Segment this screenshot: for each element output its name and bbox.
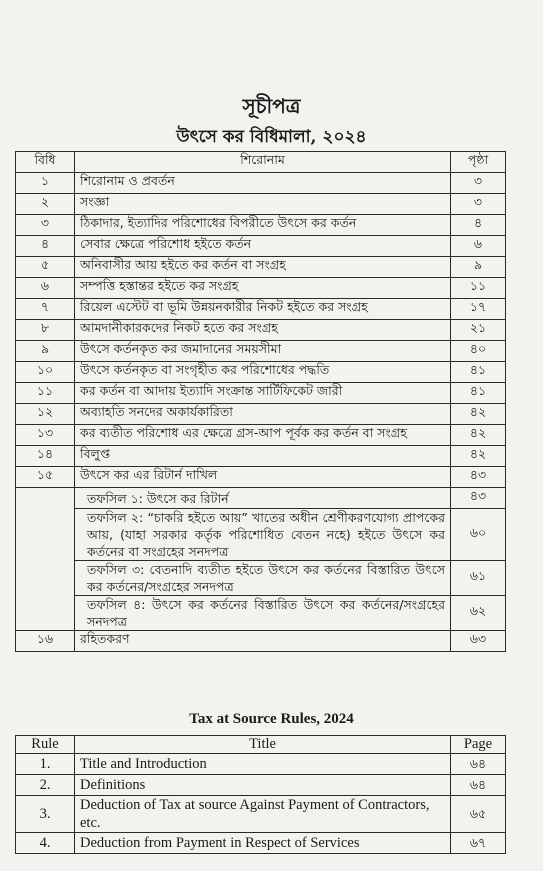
rule-title: সংজ্ঞা — [75, 194, 451, 215]
page-number: ৬৫ — [451, 796, 506, 833]
rule-number: 3. — [16, 796, 75, 833]
rule-number: ৫ — [16, 257, 75, 278]
page-number: ৬১ — [451, 561, 506, 596]
rule-number: ১ — [16, 173, 75, 194]
table-row — [16, 362, 506, 383]
page-number: ৪০ — [451, 341, 506, 362]
header-title: Title — [75, 736, 451, 754]
table-row — [16, 467, 506, 488]
rule-title: অব্যাহতি সনদের অকার্যকারিতা — [75, 404, 451, 425]
rule-title: কর ব্যতীত পরিশোধ এর ক্ষেত্রে গ্রস-আপ পূর্বক কর কর্তন বা সংগ্রহ — [75, 425, 451, 446]
rule-title: ঠিকাদার, ইত্যাদির পরিশোধের বিপরীতে উৎসে কর কর্তন — [75, 215, 451, 236]
schedule-row — [16, 561, 506, 596]
table-row — [16, 257, 506, 278]
page-number: ৬৩ — [451, 631, 506, 652]
page-number: ১১ — [451, 278, 506, 299]
page-number: ৪৩ — [451, 488, 506, 509]
table-row — [16, 446, 506, 467]
page-number: ৬৪ — [451, 775, 506, 796]
rule-number: ২ — [16, 194, 75, 215]
table-row — [16, 754, 506, 775]
table-row — [16, 299, 506, 320]
table-row — [16, 796, 506, 833]
rule-number: 2. — [16, 775, 75, 796]
header-rule: Rule — [16, 736, 75, 754]
table-row — [16, 278, 506, 299]
bn-contents-table — [15, 151, 506, 652]
rule-title: Deduction from Payment in Respect of Services — [75, 833, 451, 854]
table-row — [16, 194, 506, 215]
table-row — [16, 320, 506, 341]
schedule-title: তফসিল ৩: বেতনাদি ব্যতীত হইতে উৎসে কর কর্তনের বিস্তারিত উৎসে কর কর্তনের/সংগ্রহের সনদপত্র — [75, 561, 451, 596]
schedule-row — [16, 488, 506, 509]
schedule-row — [16, 509, 506, 561]
table-row — [16, 631, 506, 652]
page-number: ৬০ — [451, 509, 506, 561]
rule-title: বিলুপ্ত — [75, 446, 451, 467]
rule-number: 4. — [16, 833, 75, 854]
table-row — [16, 775, 506, 796]
table-row — [16, 215, 506, 236]
bn-rules-title: উৎসে কর বিধিমালা, ২০২৪ — [176, 127, 367, 147]
schedule-title: তফসিল ১: উৎসে কর রিটার্ন — [75, 488, 451, 509]
page-number: ৪ — [451, 215, 506, 236]
rule-number: ১৫ — [16, 467, 75, 488]
rule-title: সম্পত্তি হস্তান্তর হইতে কর সংগ্রহ — [75, 278, 451, 299]
rule-title: Title and Introduction — [75, 754, 451, 775]
page-number: ৩ — [451, 173, 506, 194]
page-number: ৪১ — [451, 383, 506, 404]
table-row — [16, 404, 506, 425]
rule-number: ৭ — [16, 299, 75, 320]
table-row — [16, 383, 506, 404]
rule-title: সেবার ক্ষেত্রে পরিশোধ হইতে কর্তন — [75, 236, 451, 257]
table-row — [16, 173, 506, 194]
page-number: ২১ — [451, 320, 506, 341]
rule-title: উৎসে কর্তনকৃত কর জমাদানের সময়সীমা — [75, 341, 451, 362]
contents-title: সূচীপত্র — [242, 94, 301, 118]
rule-number: ৪ — [16, 236, 75, 257]
rule-title: রহিতকরণ — [75, 631, 451, 652]
rule-number-empty — [16, 488, 75, 631]
rule-title: আমদানীকারকদের নিকট হতে কর সংগ্রহ — [75, 320, 451, 341]
table-row — [16, 833, 506, 854]
page-number: ৯ — [451, 257, 506, 278]
header-rule: বিধি — [16, 152, 75, 173]
page-number: ৪২ — [451, 446, 506, 467]
rule-title: অনিবাসীর আয় হইতে কর কর্তন বা সংগ্রহ — [75, 257, 451, 278]
rule-number: 1. — [16, 754, 75, 775]
rule-number: ১২ — [16, 404, 75, 425]
header-page: পৃষ্ঠা — [451, 152, 506, 173]
rule-title: Deduction of Tax at source Against Payment of Contractors, etc. — [75, 796, 451, 833]
schedule-title: তফসিল ৪: উৎসে কর কর্তনের বিস্তারিত উৎসে কর কর্তনের/সংগ্রহের সনদপত্র — [75, 596, 451, 631]
rule-title: উৎসে কর্তনকৃত বা সংগৃহীত কর পরিশোধের পদ্ধতি — [75, 362, 451, 383]
rule-title: উৎসে কর এর রিটার্ন দাখিল — [75, 467, 451, 488]
table-row — [16, 425, 506, 446]
schedule-row — [16, 596, 506, 631]
page-number: ৪২ — [451, 425, 506, 446]
page-number: ৬৭ — [451, 833, 506, 854]
rule-number: ১৩ — [16, 425, 75, 446]
rule-number: ৬ — [16, 278, 75, 299]
page-number: ৪৩ — [451, 467, 506, 488]
table-row — [16, 341, 506, 362]
en-rules-title: Tax at Source Rules, 2024 — [189, 711, 354, 727]
table-header-row — [16, 152, 506, 173]
page-number: ১৭ — [451, 299, 506, 320]
page-number: ৬ — [451, 236, 506, 257]
rule-number: ৮ — [16, 320, 75, 341]
rule-number: ১৪ — [16, 446, 75, 467]
en-contents-table — [15, 735, 506, 854]
page-number: ৪২ — [451, 404, 506, 425]
rule-number: ১৬ — [16, 631, 75, 652]
header-title: শিরোনাম — [75, 152, 451, 173]
rule-title: রিয়েল এস্টেট বা ভূমি উন্নয়নকারীর নিকট হইতে কর সংগ্রহ — [75, 299, 451, 320]
rule-number: ১১ — [16, 383, 75, 404]
schedule-title: তফসিল ২: “চাকরি হইতে আয়” খাতের অধীন শ্রেণীকরণযোগ্য প্রাপকের আয়, (যাহা সরকার কর্তৃক পরিশোধিত বেতন নহে) হইতে উৎসে কর কর্তনের বা সংগ্রহের সনদপত্র — [75, 509, 451, 561]
page-number: ৩ — [451, 194, 506, 215]
page-number: ৬৪ — [451, 754, 506, 775]
header-page: Page — [451, 736, 506, 754]
rule-number: ৯ — [16, 341, 75, 362]
rule-title: শিরোনাম ও প্রবর্তন — [75, 173, 451, 194]
rule-title: Definitions — [75, 775, 451, 796]
rule-number: ১০ — [16, 362, 75, 383]
rule-number: ৩ — [16, 215, 75, 236]
table-row — [16, 236, 506, 257]
rule-title: কর কর্তন বা আদায় ইত্যাদি সংক্রান্ত সার্টিফিকেট জারী — [75, 383, 451, 404]
page-number: ৪১ — [451, 362, 506, 383]
page-number: ৬২ — [451, 596, 506, 631]
table-header-row — [16, 736, 506, 754]
